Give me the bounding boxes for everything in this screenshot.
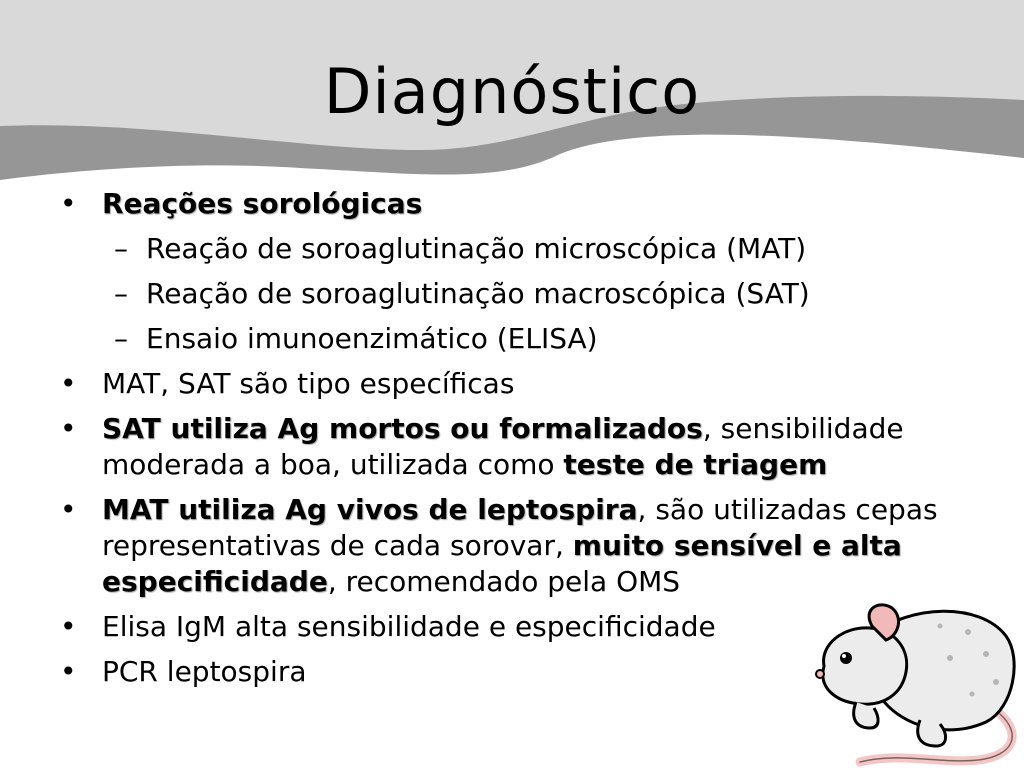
dash-marker: – [114,232,128,265]
sub-item-elisa [58,321,978,357]
rat-front-paw [854,702,878,728]
bullet-marker: • [60,655,77,688]
bullet-text-highlight: Reações sorológicas [102,187,423,220]
bullet-marker: • [60,187,77,220]
slide-title: Diagnóstico [323,55,701,128]
bullet-text: , sensibilidade moderada a boa, utilizada como [102,412,904,481]
rat-head [823,628,907,704]
sub-item-mat [58,231,978,267]
bullet-text: Elisa IgM alta sensibilidade e especificidade [102,610,716,643]
rat-eye-highlight [842,654,846,658]
rat-spot [970,692,975,697]
bullet-mat-sat [58,366,978,402]
rat-illustration [800,596,1024,768]
bullet-text: , são utilizadas cepas representativas de cada sorovar, [102,493,938,562]
sub-item-text: Ensaio imunoenzimático (ELISA) [146,322,598,355]
bullet-marker: • [60,493,77,526]
rat-spot [993,679,999,685]
dash-marker: – [114,277,128,310]
rat-spot [965,629,971,635]
rat-eye [840,652,852,664]
rat-spot [983,651,989,657]
bullet-text: PCR leptospira [102,655,307,688]
sub-item-text: Reação de soroaglutinação microscópica (MAT) [146,232,807,265]
rat-hind-paw [918,720,946,746]
sub-item-text: Reação de soroaglutinação macroscópica (SAT) [146,277,810,310]
bullet-marker: • [60,610,77,643]
bullet-text-highlight: SAT utiliza Ag mortos ou formalizados [102,412,703,445]
bullet-text: MAT, SAT são tipo específicas [102,367,515,400]
rat-spot [947,655,953,661]
bullet-reacoes [58,186,978,222]
sub-item-sat [58,276,978,312]
rat-nose [816,670,824,678]
bullet-mat-ag [58,492,978,600]
bullet-marker: • [60,367,77,400]
dash-marker: – [114,322,128,355]
bullet-text-highlight: muito sensível e alta especificidade [102,529,902,598]
bullet-text-highlight: teste de triagem [563,448,828,481]
bullet-text-highlight: MAT utiliza Ag vivos de leptospira [102,493,638,526]
rat-spot [938,624,943,629]
bullet-sat-ag [58,411,978,483]
bullet-text: , recomendado pela OMS [327,565,681,598]
bullet-marker: • [60,412,77,445]
